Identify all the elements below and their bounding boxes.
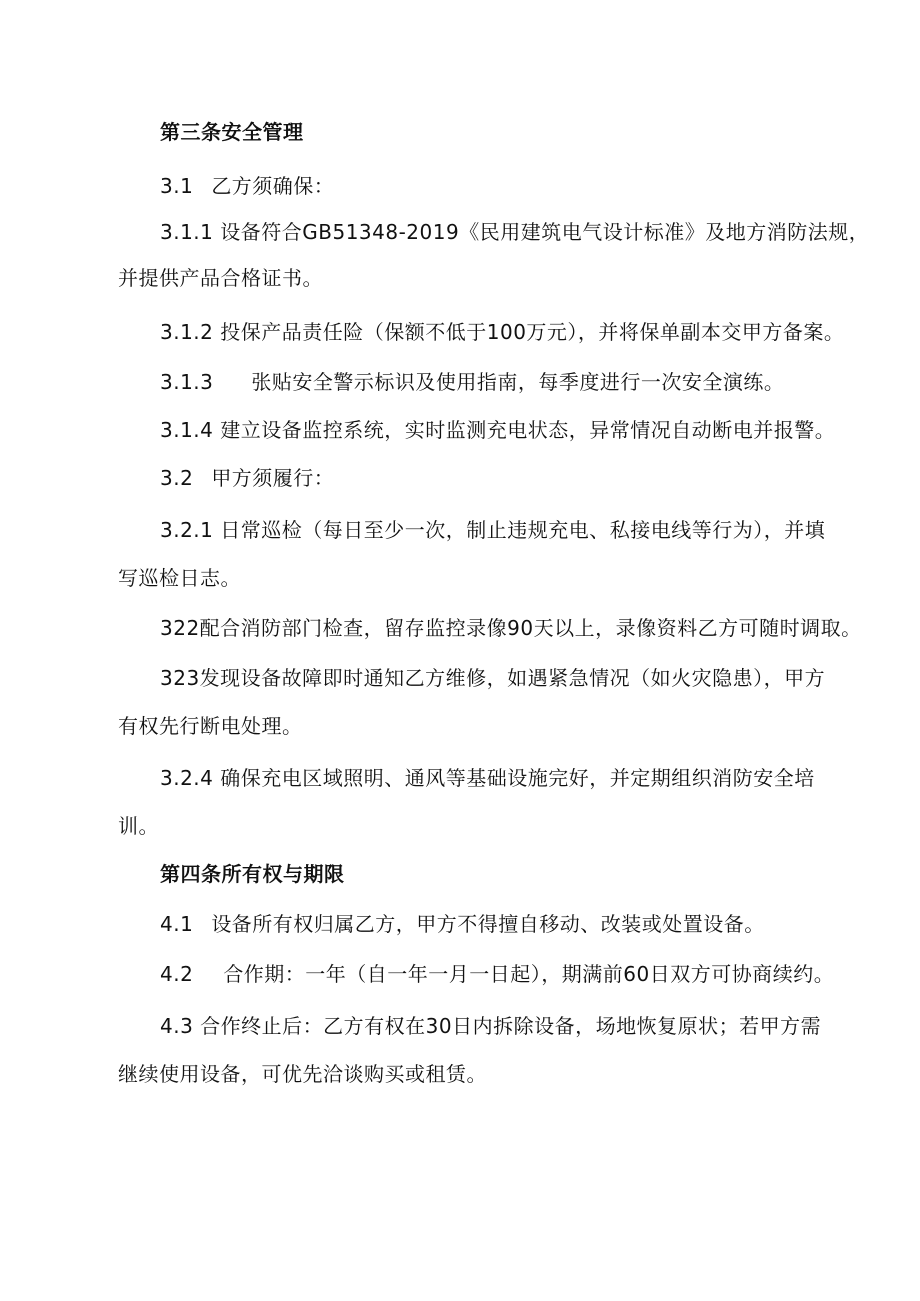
clause-3-2-1-line-2: 写巡检日志。 xyxy=(118,566,241,590)
clause-3-2-2: 322配合消防部门检查，留存监控录像90天以上，录像资料乙方可随时调取。 xyxy=(160,616,862,640)
clause-number: 3.1.3 xyxy=(160,370,214,394)
section-3-title: 第三条安全管理 xyxy=(160,120,304,144)
clause-text: 乙方须确保： xyxy=(211,174,335,198)
clause-3-2-3-line-2: 有权先行断电处理。 xyxy=(118,714,303,738)
clause-3-2 xyxy=(160,464,334,492)
clause-3-1-1-line-1: 3.1.1 设备符合GB51348-2019《民用建筑电气设计标准》及地方消防法规， xyxy=(160,220,870,244)
clause-4-3-line-2: 继续使用设备，可优先洽谈购买或租赁。 xyxy=(118,1062,487,1086)
clause-number: 4.1 xyxy=(160,912,194,936)
clause-text: 张贴安全警示标识及使用指南，每季度进行一次安全演练。 xyxy=(251,370,785,394)
clause-3-1-4: 3.1.4 建立设备监控系统，实时监测充电状态，异常情况自动断电并报警。 xyxy=(160,418,836,442)
clause-4-2 xyxy=(160,960,834,988)
clause-3-1-2: 3.1.2 投保产品责任险（保额不低于100万元），并将保单副本交甲方备案。 xyxy=(160,320,845,344)
clause-3-2-3-line-1: 323发现设备故障即时通知乙方维修，如遇紧急情况（如火灾隐患），甲方 xyxy=(160,666,826,690)
clause-3-1 xyxy=(160,172,334,200)
clause-text: 设备所有权归属乙方，甲方不得擅自移动、改装或处置设备。 xyxy=(211,912,765,936)
clause-4-1 xyxy=(160,910,765,938)
clause-number: 3.2 xyxy=(160,466,194,490)
clause-text: 甲方须履行： xyxy=(211,466,335,490)
section-4-title: 第四条所有权与期限 xyxy=(160,862,345,886)
clause-3-2-4-line-2: 训。 xyxy=(118,814,159,838)
clause-4-3-line-1: 4.3 合作终止后：乙方有权在30日内拆除设备，场地恢复原状；若甲方需 xyxy=(160,1014,822,1038)
clause-3-1-1-line-2: 并提供产品合格证书。 xyxy=(118,266,323,290)
clause-number: 3.1 xyxy=(160,174,194,198)
clause-text: 合作期：一年（自一年一月一日起），期满前60日双方可协商续约。 xyxy=(223,962,835,986)
clause-number: 4.2 xyxy=(160,962,194,986)
clause-3-1-3 xyxy=(160,368,784,396)
clause-3-2-4-line-1: 3.2.4 确保充电区域照明、通风等基础设施完好，并定期组织消防安全培 xyxy=(160,766,815,790)
clause-3-2-1-line-1: 3.2.1 日常巡检（每日至少一次，制止违规充电、私接电线等行为），并填 xyxy=(160,518,826,542)
